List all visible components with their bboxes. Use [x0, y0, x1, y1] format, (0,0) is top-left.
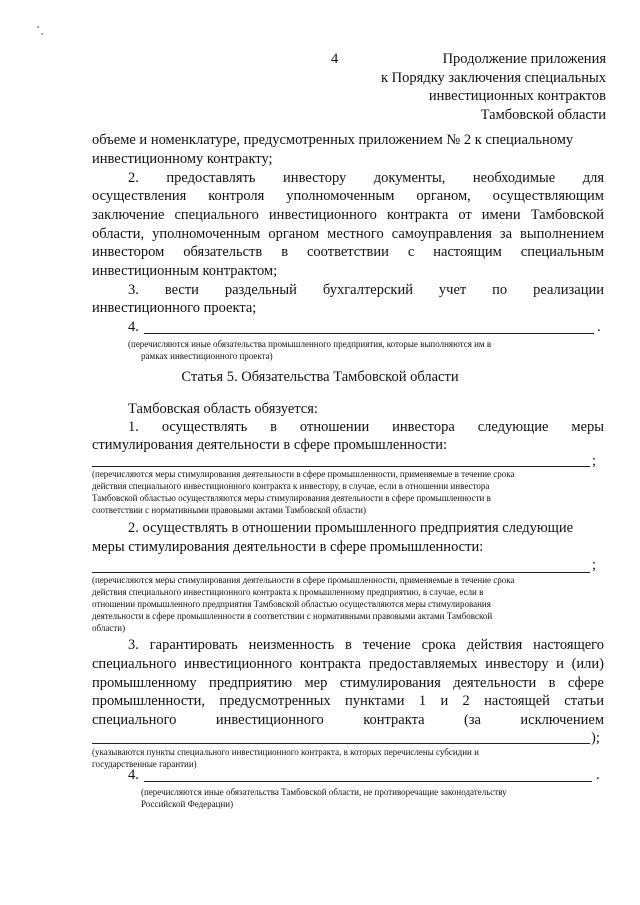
a2-line: меры стимулирования деятельности в сфере промышленности: [92, 539, 484, 555]
footnote-line: государственные гарантии) [92, 759, 197, 769]
item-2-line: осуществления контроля уполномоченным органом, осуществляющим [92, 188, 604, 204]
item-4-label: 4. [128, 319, 139, 335]
item-4-end: . [597, 319, 601, 335]
a1-end: ; [592, 453, 597, 469]
fill-in-line [92, 743, 590, 744]
footnote-line: действия специального инвестиционного контракта к промышленному предприятию, в случае, если в [92, 587, 484, 597]
appendix-line-4: Тамбовской области [480, 107, 606, 123]
appendix-line-1: Продолжение приложения [442, 51, 606, 67]
footnote-line: деятельности в сфере промышленности в соответствии с нормативными правовыми актами Тамбовской [92, 611, 493, 621]
a3-line: промышленности, предусмотренных пунктами 1 и 2 настоящей статьи [92, 693, 604, 709]
footnote-line: Тамбовской областью осуществляются меры стимулирования деятельности в сфере промышленности в [92, 493, 491, 503]
footnote-line: отношении промышленного предприятия Тамбовской областью осуществляются меры стимулирования [92, 599, 491, 609]
fill-in-line [144, 333, 594, 334]
a3-line: специального инвестиционного контракта предоставляемых инвестору и (или) [92, 656, 604, 672]
body-line: инвестиционному контракту; [92, 151, 273, 167]
a3-end: ); [591, 730, 600, 746]
a4-label: 4. [128, 767, 139, 783]
item-2-line: заключение специального инвестиционного контракта от имени Тамбовской [92, 207, 604, 223]
scan-speck [41, 33, 43, 35]
footnote-line: (перечисляются иные обязательства Тамбовской области, не противоречащие законодательству [141, 787, 507, 797]
a2-line: 2. осуществлять в отношении промышленного предприятия следующие [128, 520, 574, 536]
footnote-line: Российской Федерации) [141, 799, 234, 809]
item-2-line: инвестиционным контрактом; [92, 263, 278, 279]
a1-line: 1. осуществлять в отношении инвестора следующие меры [128, 419, 604, 435]
item-3-line: инвестиционного проекта; [92, 300, 257, 316]
a3-line: специального инвестиционного контракта (за исключением [92, 712, 604, 728]
a2-end: ; [592, 557, 597, 573]
footnote-line: (перечисляются иные обязательства промышленного предприятия, которые выполняются им в [128, 339, 492, 349]
fill-in-line [144, 781, 592, 782]
intro-line: Тамбовская область обязуется: [128, 401, 318, 417]
footnote-line: области) [92, 623, 126, 633]
body-line: объеме и номенклатуре, предусмотренных приложением № 2 к специальному [92, 132, 574, 148]
appendix-line-2: к Порядку заключения специальных [381, 70, 606, 86]
a3-line: промышленному предприятию мер стимулирования деятельности в сфере [92, 675, 604, 691]
item-2-line: 2. предоставлять инвестору документы, необходимые для [128, 170, 604, 186]
footnote-line: соответствии с нормативными правовыми актами Тамбовской области) [92, 505, 366, 515]
item-3-line: 3. вести раздельный бухгалтерский учет по реализации [128, 282, 604, 298]
footnote-line: действия специального инвестиционного контракта к инвестору, в случае, если в отношении инвестора [92, 481, 490, 491]
a3-line: 3. гарантировать неизменность в течение срока действия настоящего [128, 637, 604, 653]
a1-line: стимулирования деятельности в сфере промышленности: [92, 437, 448, 453]
footnote-line: (перечисляются меры стимулирования деятельности в сфере промышленности, применяемые в течение срока [92, 469, 515, 479]
item-2-line: инвестором обязательств в соответствии с настоящим специальным [92, 244, 604, 260]
footnote-line: (указываются пункты специального инвестиционного контракта, в которых перечислены субсидии и [92, 747, 479, 757]
article-title: Статья 5. Обязательства Тамбовской области [181, 369, 459, 385]
page-number: 4 [331, 51, 339, 67]
appendix-line-3: инвестиционных контрактов [428, 88, 606, 104]
scan-speck [37, 26, 39, 28]
fill-in-line [92, 572, 590, 573]
a4-end: . [596, 767, 600, 783]
footnote-line: рамках инвестиционного проекта) [141, 351, 273, 361]
fill-in-line [92, 466, 590, 467]
footnote-line: (перечисляются меры стимулирования деятельности в сфере промышленности, применяемые в течение срока [92, 575, 515, 585]
item-2-line: области, уполномоченным органом местного самоуправления за выполнением [92, 226, 604, 242]
